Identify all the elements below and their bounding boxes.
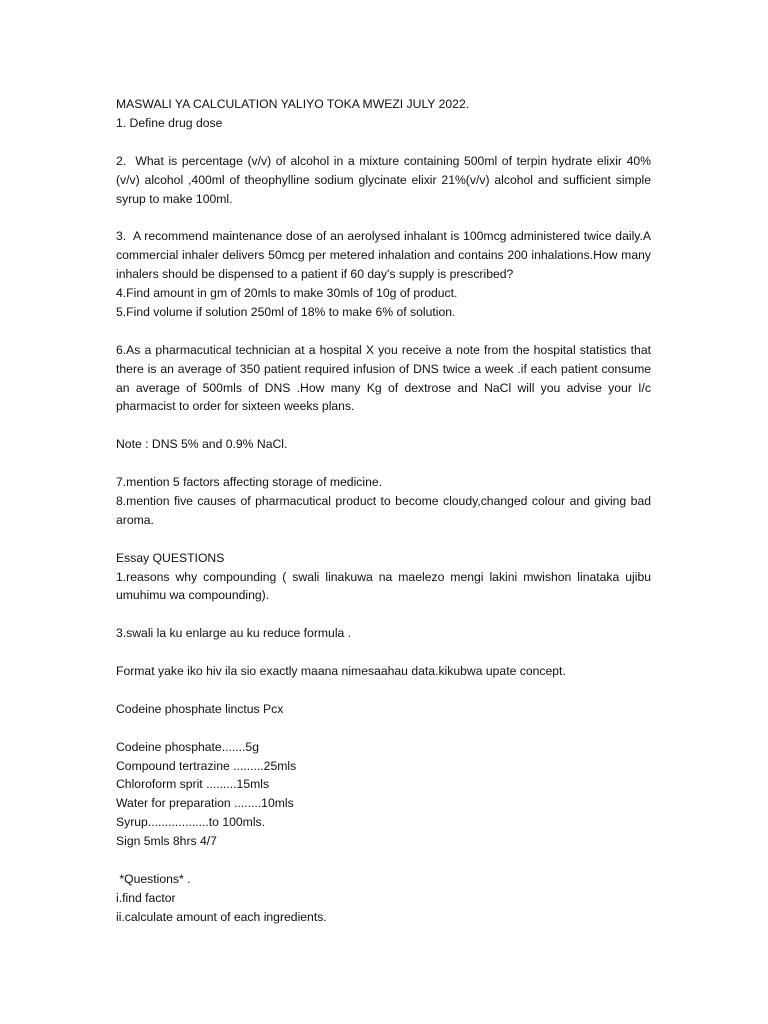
sub-question-1: i.find factor bbox=[116, 890, 176, 905]
essay-question-3: 3.swali la ku enlarge au ku reduce formula . bbox=[116, 626, 352, 641]
spacer bbox=[116, 208, 651, 227]
spacer bbox=[116, 530, 651, 549]
question-6: 6.As a pharmacutical technician at a hospital X you receive a note from the hospital statistics that there is an average of 350 patient required infusion of DNS twice a week .if each patient consume an average of 500mls of DNS .How many Kg of dextrose and NaCl will you advise your I/c pharmacist to order for sixteen weeks plans. bbox=[116, 342, 655, 414]
spacer bbox=[116, 719, 651, 738]
question-2: 2. What is percentage (v/v) of alcohol in a mixture containing 500ml of terpin hydrate elixir 40% (v/v) alcohol ,400ml of theophylline sodium glycinate elixir 21%(v/v) alcohol and sufficient simple syrup to make 100ml. bbox=[116, 153, 655, 206]
formula-title: Codeine phosphate linctus Pcx bbox=[116, 701, 284, 716]
spacer bbox=[116, 454, 651, 473]
document-page bbox=[116, 95, 655, 927]
ingredient-line: Chloroform sprit .........15mls bbox=[116, 777, 270, 792]
questions-heading: *Questions* . bbox=[116, 871, 191, 886]
document-title: MASWALI YA CALCULATION YALIYO TOKA MWEZI JULY 2022. bbox=[116, 97, 470, 111]
dosage-instruction: Sign 5mls 8hrs 4/7 bbox=[116, 834, 217, 849]
spacer bbox=[116, 605, 651, 624]
ingredient-line: Codeine phosphate.......5g bbox=[116, 739, 259, 754]
spacer bbox=[116, 416, 651, 435]
sub-question-2: ii.calculate amount of each ingredients. bbox=[116, 909, 327, 924]
question-3: 3. A recommend maintenance dose of an aerolysed inhalant is 100mcg administered twice daily.A commercial inhaler delivers 50mcg per metered inhalation and contains 200 inhalations.How many inhalers should be dispensed to a patient if 60 day's supply is prescribed? bbox=[116, 229, 655, 282]
question-8: 8.mention five causes of pharmacutical product to become cloudy,changed colour and giving bad aroma. bbox=[116, 493, 655, 527]
spacer bbox=[116, 133, 651, 152]
dns-note: Note : DNS 5% and 0.9% NaCl. bbox=[116, 437, 288, 452]
essay-question-1: 1.reasons why compounding ( swali linakuwa na maelezo mengi lakini mwishon linataka ujibu umuhimu wa compounding). bbox=[116, 569, 655, 603]
question-7: 7.mention 5 factors affecting storage of medicine. bbox=[116, 475, 383, 490]
question-5: 5.Find volume if solution 250ml of 18% to make 6% of solution. bbox=[116, 304, 456, 319]
ingredient-line: Water for preparation ........10mls bbox=[116, 796, 294, 811]
question-1: 1. Define drug dose bbox=[116, 115, 223, 130]
spacer bbox=[116, 851, 651, 870]
ingredient-line: Compound tertrazine .........25mls bbox=[116, 758, 297, 773]
spacer bbox=[116, 681, 651, 700]
spacer bbox=[116, 322, 651, 341]
spacer bbox=[116, 643, 651, 662]
ingredient-line: Syrup..................to 100mls. bbox=[116, 815, 266, 830]
format-note: Format yake iko hiv ila sio exactly maana nimesaahau data.kikubwa upate concept. bbox=[116, 664, 566, 679]
essay-heading: Essay QUESTIONS bbox=[116, 550, 225, 565]
question-4: 4.Find amount in gm of 20mls to make 30mls of 10g of product. bbox=[116, 286, 458, 301]
